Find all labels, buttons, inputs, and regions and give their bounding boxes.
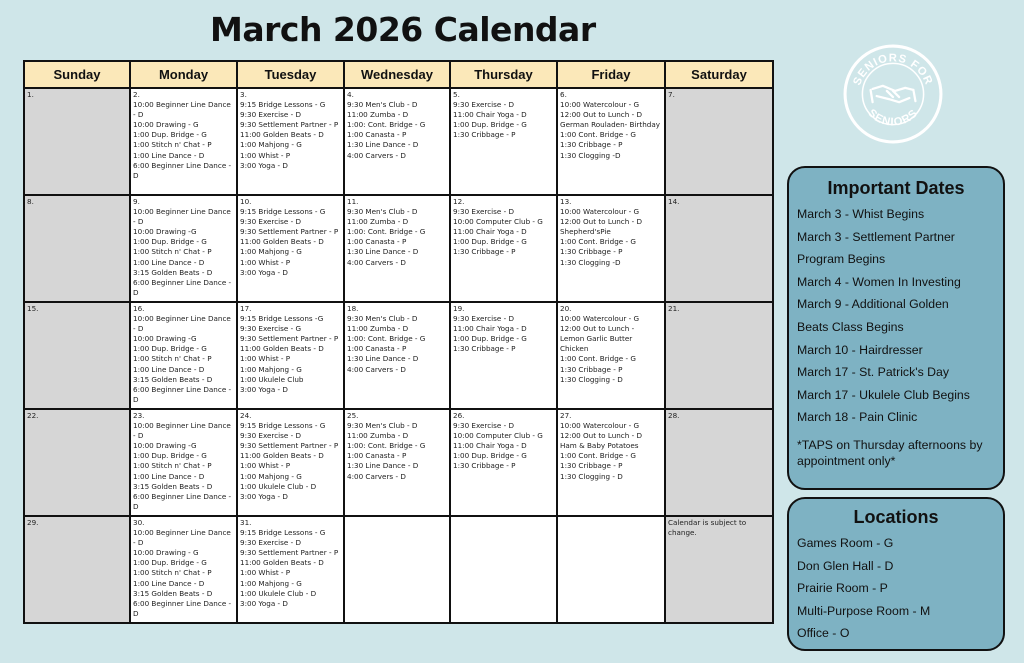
event-item: 11:00 Golden Beats - D bbox=[240, 451, 324, 461]
calendar-day-cell bbox=[344, 409, 450, 516]
event-item: 1:30 Line Dance - D bbox=[347, 140, 419, 150]
event-item: 11:00 Golden Beats - D bbox=[240, 130, 324, 140]
calendar-day-cell bbox=[237, 516, 344, 623]
event-item: 10:00 Drawing - G bbox=[133, 120, 199, 130]
important-date-line: March 17 - St. Patrick's Day bbox=[797, 365, 949, 380]
calendar-day-cell bbox=[237, 88, 344, 195]
event-item: 10:00 Drawing - G bbox=[133, 548, 199, 558]
calendar-day-cell bbox=[24, 195, 130, 302]
location-line: Don Glen Hall - D bbox=[797, 558, 894, 573]
weekday-header-saturday: Saturday bbox=[665, 61, 773, 88]
event-item: 9:30 Settlement Partner - P bbox=[240, 334, 339, 344]
event-item: 9:30 Exercise - D bbox=[453, 100, 515, 110]
day-number: 20. bbox=[560, 304, 572, 313]
important-date-line: March 4 - Women In Investing bbox=[797, 274, 961, 289]
day-number: 11. bbox=[347, 197, 359, 206]
event-item: 4:00 Carvers - D bbox=[347, 150, 406, 160]
day-number: 21. bbox=[668, 304, 680, 313]
event-item: 1:00 Mahjong - G bbox=[240, 140, 302, 150]
logo-text-bottom: SENIORS bbox=[865, 107, 921, 129]
event-item: 1:00 Ukulele Club bbox=[240, 374, 304, 384]
event-item: 10:00 Beginner Line Dance - D bbox=[133, 314, 231, 334]
event-item: 9:30 Exercise - G bbox=[240, 324, 302, 334]
event-item: 1:00 Dup. Bridge - G bbox=[453, 120, 527, 130]
event-item: 9:30 Settlement Partner - P bbox=[240, 548, 339, 558]
event-item: 1:30 Clogging -D bbox=[560, 150, 621, 160]
event-item: 10:00 Beginner Line Dance - D bbox=[133, 528, 231, 548]
event-item: 3:00 Yoga - D bbox=[240, 267, 288, 277]
calendar-day-cell bbox=[665, 88, 773, 195]
event-item: 10:00 Drawing -G bbox=[133, 227, 197, 237]
important-date-line: March 17 - Ukulele Club Begins bbox=[797, 387, 970, 402]
day-number: 5. bbox=[453, 90, 460, 99]
event-item: 1:00 Line Dance - D bbox=[133, 578, 205, 588]
day-number: 10. bbox=[240, 197, 252, 206]
event-item: 4:00 Carvers - D bbox=[347, 471, 406, 481]
event-item: 11:00 Golden Beats - D bbox=[240, 344, 324, 354]
day-number: 22. bbox=[27, 411, 39, 420]
event-item: 1:00 Stitch n' Chat - P bbox=[133, 461, 212, 471]
calendar-day-cell bbox=[130, 409, 237, 516]
day-number: 29. bbox=[27, 518, 39, 527]
event-item: 1:00 Canasta - P bbox=[347, 344, 407, 354]
event-item: 11:00 Zumba - D bbox=[347, 110, 409, 120]
event-item: 1:30 Cribbage - P bbox=[453, 344, 516, 354]
event-item: 3:15 Golden Beats - D bbox=[133, 481, 213, 491]
weekday-header-thursday: Thursday bbox=[450, 61, 557, 88]
weekday-header-tuesday: Tuesday bbox=[237, 61, 344, 88]
event-item: 1:00 Canasta - P bbox=[347, 237, 407, 247]
calendar-day-cell bbox=[344, 195, 450, 302]
day-number: 18. bbox=[347, 304, 359, 313]
event-item: 1:00 Stitch n' Chat - P bbox=[133, 140, 212, 150]
day-number: 28. bbox=[668, 411, 680, 420]
event-item: 3:15 Golden Beats - D bbox=[133, 374, 213, 384]
calendar-day-cell bbox=[344, 302, 450, 409]
event-item: 1:00 Dup. Bridge - G bbox=[453, 237, 527, 247]
important-date-line: March 10 - Hairdresser bbox=[797, 342, 923, 357]
event-item: 1:00 Ukulele Club - D bbox=[240, 481, 317, 491]
event-item: 12:00 Out to Lunch - D bbox=[560, 217, 643, 227]
important-dates-heading: Important Dates bbox=[827, 178, 965, 198]
event-item: 1:00 Canasta - P bbox=[347, 451, 407, 461]
day-number: 8. bbox=[27, 197, 34, 206]
important-date-line: March 3 - Settlement Partner bbox=[797, 229, 955, 244]
event-item: German Rouladen- Birthday bbox=[560, 120, 660, 130]
event-item: 11:00 Chair Yoga - D bbox=[453, 227, 527, 237]
event-item: 10:00 Computer Club - G bbox=[453, 217, 543, 227]
event-item: 6:00 Beginner Line Dance - D bbox=[133, 277, 232, 297]
event-item: 3:15 Golden Beats - D bbox=[133, 267, 213, 277]
event-item: 1:00 Mahjong - G bbox=[240, 471, 302, 481]
event-item: Lemon Garlic Butter Chicken bbox=[560, 334, 633, 354]
event-item: 9:30 Settlement Partner - P bbox=[240, 227, 339, 237]
event-item: 1:30 Line Dance - D bbox=[347, 461, 419, 471]
calendar-day-cell bbox=[450, 516, 557, 623]
event-item: Shepherd'sPie bbox=[560, 227, 611, 237]
event-item: 1:00 Whist - P bbox=[240, 461, 291, 471]
event-item: 11:00 Zumba - D bbox=[347, 324, 409, 334]
event-item: 1:00 Cont. Bridge - G bbox=[560, 130, 636, 140]
event-item: 1:00 Mahjong - G bbox=[240, 364, 302, 374]
event-item: 1:00 Cont. Bridge - G bbox=[560, 237, 636, 247]
event-item: 6:00 Beginner Line Dance - D bbox=[133, 491, 232, 511]
event-item: 12:00 Out to Lunch - D bbox=[560, 431, 643, 441]
event-item: 9:30 Exercise - D bbox=[453, 207, 515, 217]
event-item: 1:00: Cont. Bridge - G bbox=[347, 227, 426, 237]
calendar-grid bbox=[23, 60, 774, 624]
locations-panel bbox=[787, 497, 1005, 651]
event-item: 1:00: Cont. Bridge - G bbox=[347, 120, 426, 130]
event-item: 9:30 Settlement Partner - P bbox=[240, 120, 339, 130]
day-number: 24. bbox=[240, 411, 252, 420]
day-number: 15. bbox=[27, 304, 39, 313]
event-item: Ham & Baby Potatoes bbox=[560, 441, 639, 451]
event-item: 9:30 Exercise - D bbox=[240, 110, 302, 120]
event-item: 1:00 Mahjong - G bbox=[240, 247, 302, 257]
calendar-day-cell bbox=[237, 302, 344, 409]
seniors-for-seniors-logo bbox=[842, 43, 944, 145]
event-item: 1:00 Line Dance - D bbox=[133, 471, 205, 481]
calendar-day-cell bbox=[450, 88, 557, 195]
important-date-line: Program Begins bbox=[797, 252, 886, 267]
day-number: 4. bbox=[347, 90, 354, 99]
event-item: 1:30 Cribbage - P bbox=[453, 130, 516, 140]
calendar-week-row bbox=[24, 88, 773, 195]
event-item: 1:00 Whist - P bbox=[240, 257, 291, 267]
day-number: 1. bbox=[27, 90, 34, 99]
event-item: 1:30 Cribbage - P bbox=[560, 247, 623, 257]
calendar-day-cell bbox=[450, 195, 557, 302]
weekday-header-sunday: Sunday bbox=[24, 61, 130, 88]
important-date-line: Beats Class Begins bbox=[797, 319, 904, 334]
calendar-day-cell bbox=[665, 516, 773, 623]
day-number: 13. bbox=[560, 197, 572, 206]
day-number: 17. bbox=[240, 304, 252, 313]
day-number: 26. bbox=[453, 411, 465, 420]
event-item: 9:30 Exercise - D bbox=[240, 538, 302, 548]
calendar-day-cell bbox=[130, 302, 237, 409]
event-item: 1:30 Cribbage - P bbox=[453, 247, 516, 257]
event-item: 10:00 Drawing -G bbox=[133, 441, 197, 451]
calendar-day-cell bbox=[557, 88, 665, 195]
weekday-header-row bbox=[24, 61, 773, 88]
event-item: 10:00 Watercolour - G bbox=[560, 100, 640, 110]
day-number: 27. bbox=[560, 411, 572, 420]
event-item: Calendar is subject to change. bbox=[668, 518, 747, 538]
event-item: 11:00 Chair Yoga - D bbox=[453, 324, 527, 334]
event-item: 4:00 Carvers - D bbox=[347, 257, 406, 267]
event-item: 4:00 Carvers - D bbox=[347, 364, 406, 374]
event-item: 6:00 Beginner Line Dance - D bbox=[133, 384, 232, 404]
event-item: 1:00 Mahjong - G bbox=[240, 578, 302, 588]
calendar-day-cell bbox=[450, 409, 557, 516]
important-date-line: March 3 - Whist Begins bbox=[797, 207, 925, 221]
event-item: 1:30 Clogging - D bbox=[560, 471, 623, 481]
event-item: 9:30 Men's Club - D bbox=[347, 421, 418, 431]
location-line: Games Room - G bbox=[797, 536, 894, 550]
day-number: 16. bbox=[133, 304, 145, 313]
event-item: 9:30 Exercise - D bbox=[453, 314, 515, 324]
location-line: Office - O bbox=[797, 626, 850, 641]
calendar-day-cell bbox=[557, 516, 665, 623]
calendar-body bbox=[24, 88, 773, 623]
event-item: 9:30 Men's Club - D bbox=[347, 207, 418, 217]
important-dates-panel bbox=[787, 166, 1005, 490]
event-item: 11:00 Golden Beats - D bbox=[240, 558, 324, 568]
event-item: 1:00: Cont. Bridge - G bbox=[347, 334, 426, 344]
weekday-header-monday: Monday bbox=[130, 61, 237, 88]
event-item: 1:00 Ukulele Club - D bbox=[240, 588, 317, 598]
event-item: 9:30 Men's Club - D bbox=[347, 100, 418, 110]
calendar-day-cell bbox=[557, 302, 665, 409]
event-item: 3:15 Golden Beats - D bbox=[133, 588, 213, 598]
event-item: 9:30 Exercise - D bbox=[453, 421, 515, 431]
event-item: 10:00 Beginner Line Dance - D bbox=[133, 421, 231, 441]
event-item: 1:00 Canasta - P bbox=[347, 130, 407, 140]
event-item: 1:00 Stitch n' Chat - P bbox=[133, 568, 212, 578]
event-item: 1:00 Line Dance - D bbox=[133, 257, 205, 267]
day-number: 6. bbox=[560, 90, 567, 99]
event-item: 1:30 Clogging - D bbox=[560, 374, 623, 384]
event-item: 9:30 Men's Club - D bbox=[347, 314, 418, 324]
event-item: 1:00 Stitch n' Chat - P bbox=[133, 247, 212, 257]
event-item: 10:00 Watercolour - G bbox=[560, 314, 640, 324]
calendar-day-cell bbox=[665, 195, 773, 302]
event-item: 10:00 Computer Club - G bbox=[453, 431, 543, 441]
event-item: 1:00 Dup. Bridge - G bbox=[133, 237, 207, 247]
event-item: 9:15 Bridge Lessons - G bbox=[240, 528, 326, 538]
calendar-day-cell bbox=[344, 516, 450, 623]
event-item: 1:00 Dup. Bridge - G bbox=[453, 334, 527, 344]
event-item: 3:00 Yoga - D bbox=[240, 491, 288, 501]
calendar-day-cell bbox=[24, 409, 130, 516]
event-item: 1:00 Cont. Bridge - G bbox=[560, 354, 636, 364]
day-number: 9. bbox=[133, 197, 140, 206]
event-item: 6:00 Beginner Line Dance - D bbox=[133, 160, 232, 180]
event-item: 10:00 Watercolour - G bbox=[560, 421, 640, 431]
calendar-day-cell bbox=[130, 195, 237, 302]
event-item: 1:30 Cribbage - P bbox=[453, 461, 516, 471]
taps-note: *TAPS on Thursday afternoons by appointment only* bbox=[797, 437, 983, 469]
event-item: 9:15 Bridge Lessons - G bbox=[240, 100, 326, 110]
calendar-day-cell bbox=[237, 195, 344, 302]
event-item: 1:00 Whist - P bbox=[240, 150, 291, 160]
handshake-icon bbox=[871, 86, 916, 102]
day-number: 3. bbox=[240, 90, 247, 99]
event-item: 11:00 Chair Yoga - D bbox=[453, 441, 527, 451]
event-item: 1:00 Whist - P bbox=[240, 354, 291, 364]
event-item: 11:00 Chair Yoga - D bbox=[453, 110, 527, 120]
calendar-day-cell bbox=[450, 302, 557, 409]
event-item: 10:00 Drawing -G bbox=[133, 334, 197, 344]
event-item: 12:00 Out to Lunch - bbox=[560, 324, 635, 334]
calendar-day-cell bbox=[237, 409, 344, 516]
location-line: Multi-Purpose Room - M bbox=[797, 603, 931, 618]
calendar-day-cell bbox=[24, 88, 130, 195]
day-number: 12. bbox=[453, 197, 465, 206]
event-item: 10:00 Beginner Line Dance - D bbox=[133, 100, 231, 120]
day-number: 31. bbox=[240, 518, 252, 527]
calendar-day-cell bbox=[24, 516, 130, 623]
day-number: 14. bbox=[668, 197, 680, 206]
event-item: 1:30 Cribbage - P bbox=[560, 461, 623, 471]
event-item: 1:30 Cribbage - P bbox=[560, 140, 623, 150]
calendar-day-cell bbox=[557, 195, 665, 302]
calendar-week-row bbox=[24, 302, 773, 409]
day-number: 25. bbox=[347, 411, 359, 420]
event-item: 11:00 Zumba - D bbox=[347, 217, 409, 227]
event-item: 1:00 Dup. Bridge - G bbox=[133, 558, 207, 568]
event-item: 1:30 Clogging -D bbox=[560, 257, 621, 267]
locations-heading: Locations bbox=[853, 507, 939, 527]
event-item: 1:30 Cribbage - P bbox=[560, 364, 623, 374]
calendar-day-cell bbox=[665, 302, 773, 409]
event-item: 1:00 Dup. Bridge - G bbox=[133, 344, 207, 354]
calendar-week-row bbox=[24, 516, 773, 623]
calendar-day-cell bbox=[130, 88, 237, 195]
important-date-line: March 9 - Additional Golden bbox=[797, 297, 949, 312]
event-item: 9:30 Exercise - D bbox=[240, 431, 302, 441]
day-number: 30. bbox=[133, 518, 145, 527]
day-number: 19. bbox=[453, 304, 465, 313]
event-item: 1:00 Dup. Bridge - G bbox=[133, 130, 207, 140]
day-number: 7. bbox=[668, 90, 675, 99]
event-item: 9:15 Bridge Lessons - G bbox=[240, 207, 326, 217]
event-item: 10:00 Beginner Line Dance - D bbox=[133, 207, 231, 227]
event-item: 9:30 Settlement Partner - P bbox=[240, 441, 339, 451]
calendar-week-row bbox=[24, 195, 773, 302]
calendar-day-cell bbox=[344, 88, 450, 195]
event-item: 11:00 Zumba - D bbox=[347, 431, 409, 441]
calendar-day-cell bbox=[24, 302, 130, 409]
event-item: 12:00 Out to Lunch - D bbox=[560, 110, 643, 120]
event-item: 11:00 Golden Beats - D bbox=[240, 237, 324, 247]
logo-text-top: SENIORS FOR bbox=[851, 52, 935, 88]
event-item: 1:30 Line Dance - D bbox=[347, 247, 419, 257]
event-item: 1:00 Line Dance - D bbox=[133, 150, 205, 160]
weekday-header-wednesday: Wednesday bbox=[344, 61, 450, 88]
page-title: March 2026 Calendar bbox=[210, 10, 596, 49]
event-item: 3:00 Yoga - D bbox=[240, 384, 288, 394]
event-item: 1:00 Stitch n' Chat - P bbox=[133, 354, 212, 364]
event-item: 10:00 Watercolour - G bbox=[560, 207, 640, 217]
event-item: 1:00 Dup. Bridge - G bbox=[453, 451, 527, 461]
event-item: 9:30 Exercise - D bbox=[240, 217, 302, 227]
calendar-day-cell bbox=[665, 409, 773, 516]
event-item: 1:00 Whist - P bbox=[240, 568, 291, 578]
event-item: 9:15 Bridge Lessons -G bbox=[240, 314, 324, 324]
calendar-week-row bbox=[24, 409, 773, 516]
weekday-header-friday: Friday bbox=[557, 61, 665, 88]
day-number: 2. bbox=[133, 90, 140, 99]
day-number: 23. bbox=[133, 411, 145, 420]
location-line: Prairie Room - P bbox=[797, 581, 888, 596]
event-item: 3:00 Yoga - D bbox=[240, 160, 288, 170]
event-item: 1:00 Line Dance - D bbox=[133, 364, 205, 374]
event-item: 1:00: Cont. Bridge - G bbox=[347, 441, 426, 451]
event-item: 1:30 Line Dance - D bbox=[347, 354, 419, 364]
important-date-line: March 18 - Pain Clinic bbox=[797, 410, 918, 425]
event-item: 6:00 Beginner Line Dance - D bbox=[133, 598, 232, 618]
calendar-day-cell bbox=[130, 516, 237, 623]
event-item: 3:00 Yoga - D bbox=[240, 598, 288, 608]
event-item: 1:00 Cont. Bridge - G bbox=[560, 451, 636, 461]
event-item: 9:15 Bridge Lessons - G bbox=[240, 421, 326, 431]
event-item: 1:00 Dup. Bridge - G bbox=[133, 451, 207, 461]
calendar-day-cell bbox=[557, 409, 665, 516]
